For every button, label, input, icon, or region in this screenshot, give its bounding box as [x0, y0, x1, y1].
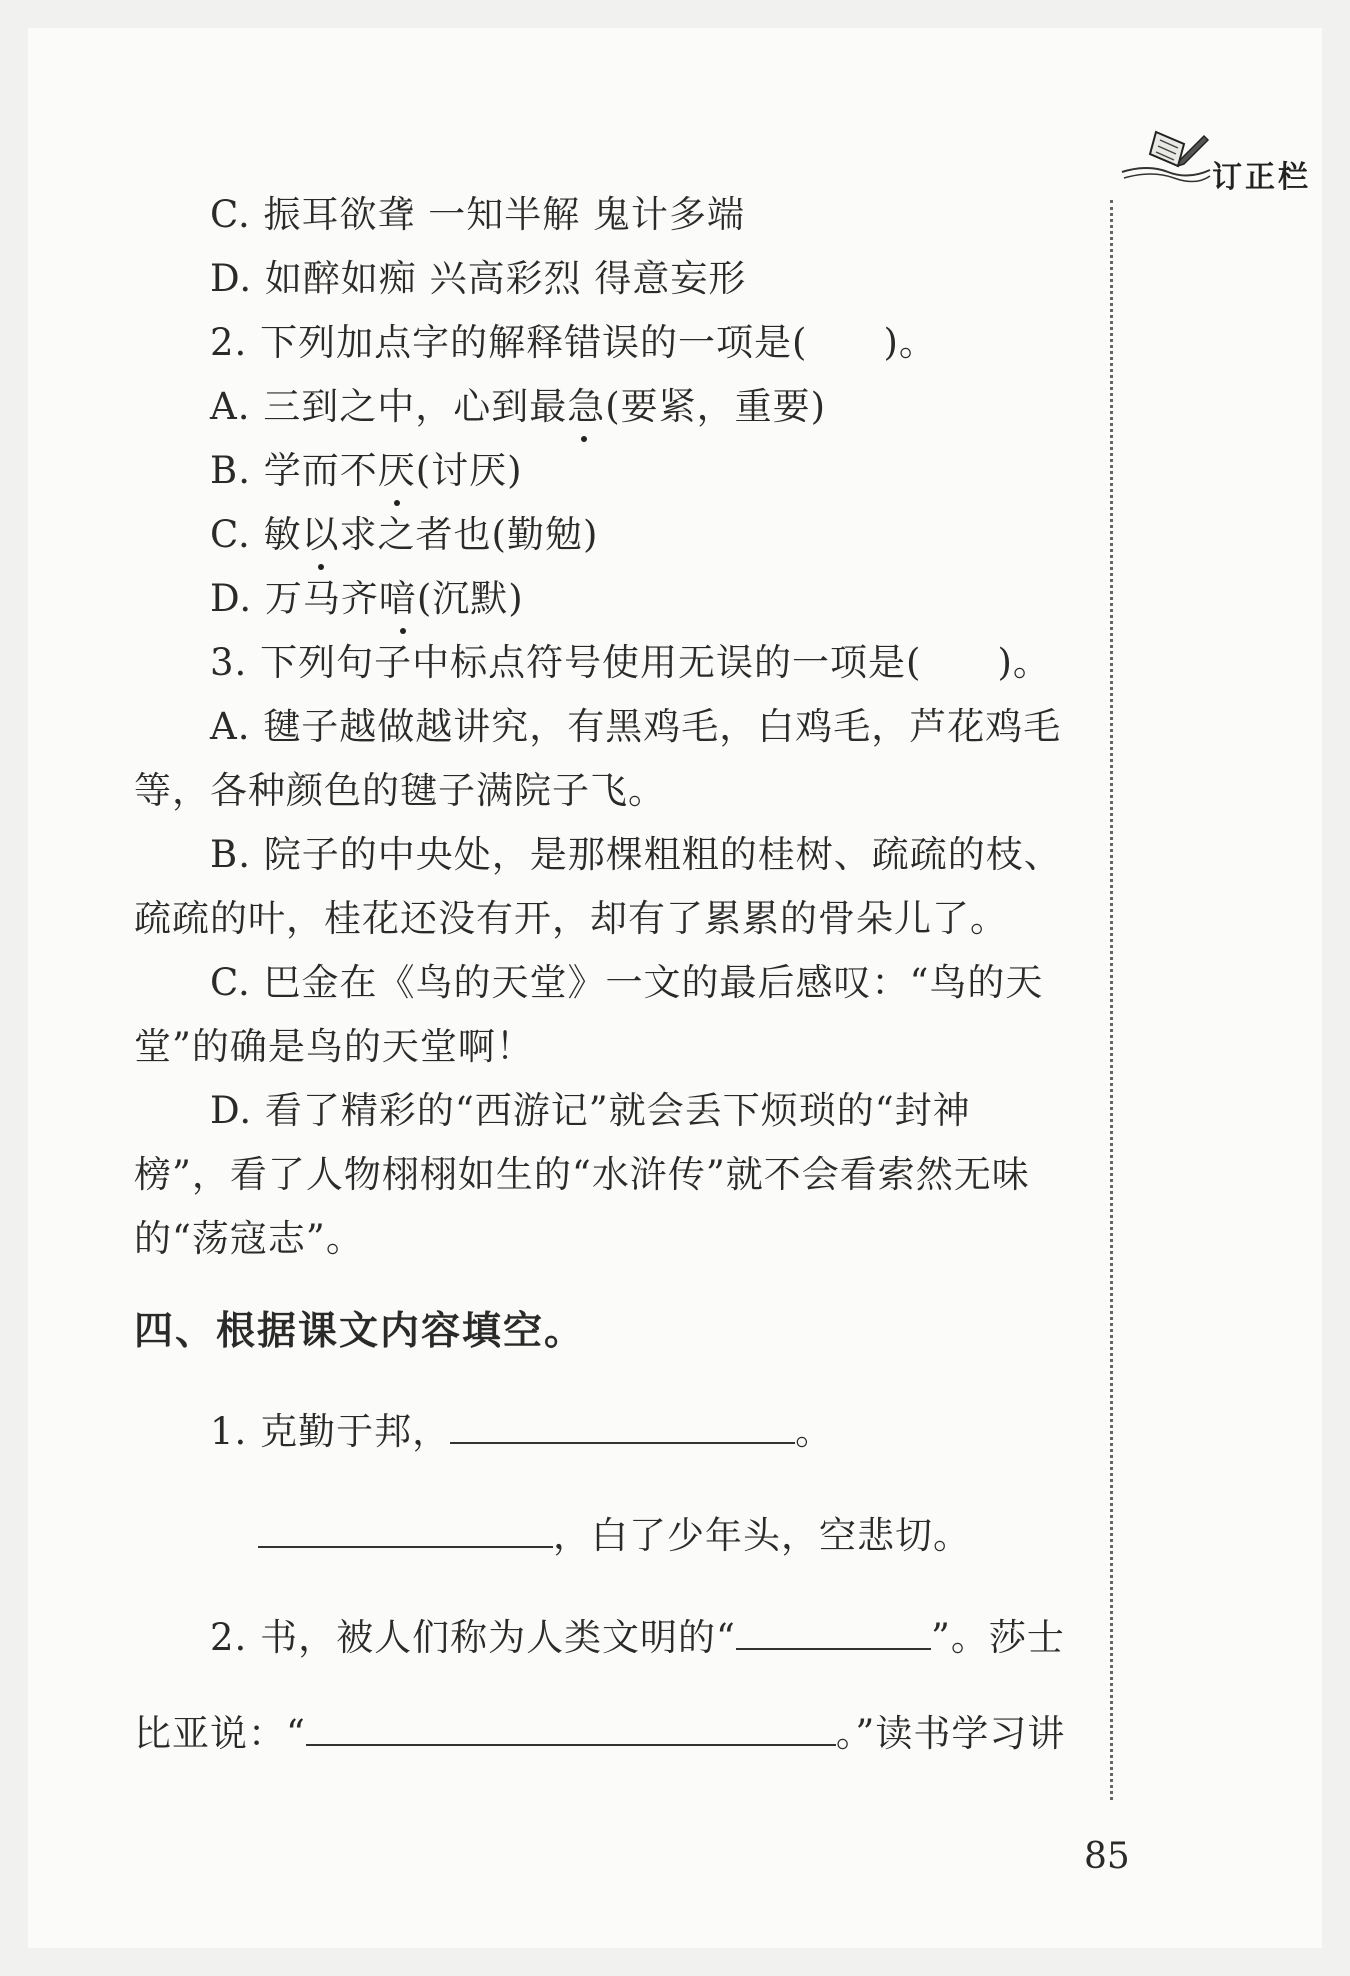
q3-option-a-line2: 等，各种颜色的毽子满院子飞。 [134, 769, 666, 812]
textbook-page [28, 28, 1322, 1948]
fill-blank[interactable] [450, 1412, 795, 1444]
fill-item-2b [134, 1712, 1066, 1755]
fill-item-1-prefix: 1. 克勤于邦， [210, 1410, 451, 1453]
q3-option-c-line2: 堂”的确是鸟的天堂啊！ [134, 1025, 534, 1068]
section-4-heading: 四、根据课文内容填空。 [134, 1309, 586, 1354]
q1-option-d: D. 如醉如痴 兴高彩烈 得意妄形 [210, 257, 747, 300]
fill-item-2-suffix: ”。莎士 [930, 1616, 1065, 1659]
fill-blank[interactable] [736, 1618, 931, 1650]
q3-option-d-line2: 榜”，看了人物栩栩如生的“水浒传”就不会看索然无味 [134, 1153, 1030, 1196]
fill-item-1-suffix: 。 [795, 1410, 834, 1453]
fill-blank[interactable] [306, 1714, 836, 1746]
q3-stem: 3. 下列句子中标点符号使用无误的一项是( )。 [210, 641, 1051, 684]
q3-option-d-line3: 的“荡寇志”。 [134, 1217, 364, 1260]
fill-item-2-prefix: 2. 书，被人们称为人类文明的“ [210, 1616, 736, 1659]
fill-item-2b-prefix: 比亚说：“ [134, 1712, 306, 1755]
q2-option-a: A. 三到之中，心到最急(要紧，重要) [210, 385, 827, 428]
q2-option-b: B. 学而不厌(讨厌) [210, 449, 523, 492]
correction-column-label: 订正栏 [1212, 160, 1311, 195]
fill-item-2b-suffix: 。”读书学习讲 [835, 1712, 1066, 1755]
q3-option-b-line1: B. 院子的中央处，是那棵粗粗的桂树、疏疏的枝、 [210, 833, 1062, 876]
emphasis-dot [318, 564, 324, 570]
fill-item-1b [258, 1514, 971, 1557]
fill-item-1b-suffix: ，白了少年头，空悲切。 [553, 1514, 971, 1557]
emphasis-dot [394, 500, 400, 506]
fill-item-1 [210, 1410, 834, 1453]
page-number: 85 [1084, 1836, 1130, 1877]
emphasis-dot [400, 628, 406, 634]
fill-blank[interactable] [258, 1516, 553, 1548]
q2-stem: 2. 下列加点字的解释错误的一项是( )。 [210, 321, 937, 364]
q3-option-c-line1: C. 巴金在《鸟的天堂》一文的最后感叹：“鸟的天 [210, 961, 1044, 1004]
fill-item-2 [210, 1616, 1065, 1659]
q3-option-b-line2: 疏疏的叶，桂花还没有开，却有了累累的骨朵儿了。 [134, 897, 1008, 940]
q3-option-d-line1: D. 看了精彩的“西游记”就会丢下烦琐的“封神 [210, 1089, 971, 1132]
q2-option-c: C. 敏以求之者也(勤勉) [210, 513, 599, 556]
q1-option-c: C. 振耳欲聋 一知半解 鬼计多端 [210, 193, 746, 236]
q3-option-a-line1: A. 毽子越做越讲究，有黑鸡毛，白鸡毛，芦花鸡毛 [210, 705, 1062, 748]
q2-option-d: D. 万马齐喑(沉默) [210, 577, 524, 620]
pen-paper-icon [1118, 124, 1213, 190]
correction-divider [1110, 200, 1113, 1800]
emphasis-dot [581, 436, 587, 442]
